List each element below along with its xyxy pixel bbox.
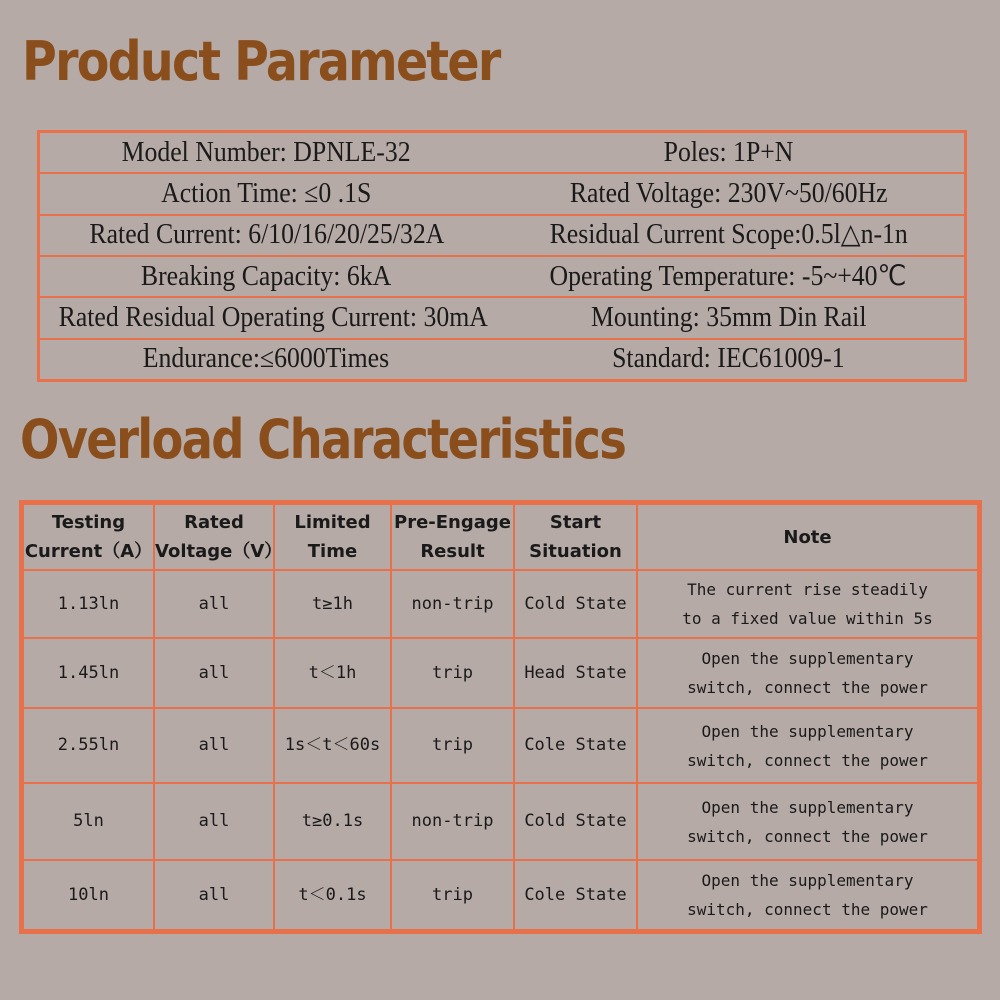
table-row: [23, 708, 978, 783]
table-row: [23, 783, 978, 860]
result-cell: trip: [391, 638, 514, 708]
param-row: [40, 173, 964, 214]
result-cell: trip: [391, 708, 514, 783]
header-pre-engage-result: Pre-Engage Result: [391, 504, 514, 570]
param-row: [40, 297, 964, 338]
result-cell: trip: [391, 860, 514, 930]
limited-time-cell: 1s＜t＜60s: [274, 708, 391, 783]
note-cell: Open the supplementary switch, connect the power: [637, 783, 978, 860]
rated-voltage-cell: all: [154, 783, 274, 860]
header-start-situation: Start Situation: [514, 504, 637, 570]
result-cell: non-trip: [391, 783, 514, 860]
result-cell: non-trip: [391, 570, 514, 638]
overload-characteristics-title: Overload Characteristics: [20, 408, 626, 471]
limited-time-cell: t≥0.1s: [274, 783, 391, 860]
situation-cell: Cold State: [514, 783, 637, 860]
overload-table: [19, 500, 982, 934]
param-cell: Residual Current Scope:0.5l△n-1n: [493, 215, 964, 256]
param-row: [40, 339, 964, 379]
limited-time-cell: t＜1h: [274, 638, 391, 708]
param-cell: Mounting: 35mm Din Rail: [493, 297, 964, 338]
limited-time-cell: t＜0.1s: [274, 860, 391, 930]
testing-current-cell: 1.45ln: [23, 638, 154, 708]
testing-current-cell: 2.55ln: [23, 708, 154, 783]
param-cell: Operating Temperature: -5~+40℃: [493, 256, 964, 297]
testing-current-cell: 1.13ln: [23, 570, 154, 638]
table-row: [23, 860, 978, 930]
rated-voltage-cell: all: [154, 860, 274, 930]
param-row: [40, 256, 964, 297]
param-cell: Action Time: ≤0 .1S: [40, 173, 493, 214]
rated-voltage-cell: all: [154, 708, 274, 783]
param-cell: Model Number: DPNLE-32: [40, 133, 493, 173]
rated-voltage-cell: all: [154, 570, 274, 638]
situation-cell: Cole State: [514, 708, 637, 783]
param-cell: Poles: 1P+N: [493, 133, 964, 173]
header-testing-current: Testing Current（A）: [23, 504, 154, 570]
param-cell: Standard: IEC61009-1: [612, 343, 845, 375]
situation-cell: Head State: [514, 638, 637, 708]
testing-current-cell: 10ln: [23, 860, 154, 930]
header-limited-time: Limited Time: [274, 504, 391, 570]
table-row: [23, 638, 978, 708]
rated-voltage-cell: all: [154, 638, 274, 708]
param-cell: Endurance:≤6000Times: [143, 343, 390, 375]
product-parameter-table: [37, 130, 967, 382]
limited-time-cell: t≥1h: [274, 570, 391, 638]
note-cell: The current rise steadily to a fixed value within 5s: [637, 570, 978, 638]
product-parameter-title: Product Parameter: [22, 30, 500, 93]
param-cell: Rated Voltage: 230V~50/60Hz: [493, 173, 964, 214]
testing-current-cell: 5ln: [23, 783, 154, 860]
param-cell: Rated Residual Operating Current: 30mA: [40, 297, 493, 338]
overload-header-row: [23, 504, 978, 570]
table-row: [23, 570, 978, 638]
param-cell: Rated Current: 6/10/16/20/25/32A: [40, 215, 493, 256]
situation-cell: Cole State: [514, 860, 637, 930]
note-cell: Open the supplementary switch, connect the power: [637, 708, 978, 783]
note-cell: Open the supplementary switch, connect the power: [637, 860, 978, 930]
situation-cell: Cold State: [514, 570, 637, 638]
param-cell: Breaking Capacity: 6kA: [40, 256, 493, 297]
header-rated-voltage: Rated Voltage（V）: [154, 504, 274, 570]
header-note: Note: [637, 504, 978, 570]
note-cell: Open the supplementary switch, connect the power: [637, 638, 978, 708]
param-row: [40, 133, 964, 173]
param-row: [40, 215, 964, 256]
